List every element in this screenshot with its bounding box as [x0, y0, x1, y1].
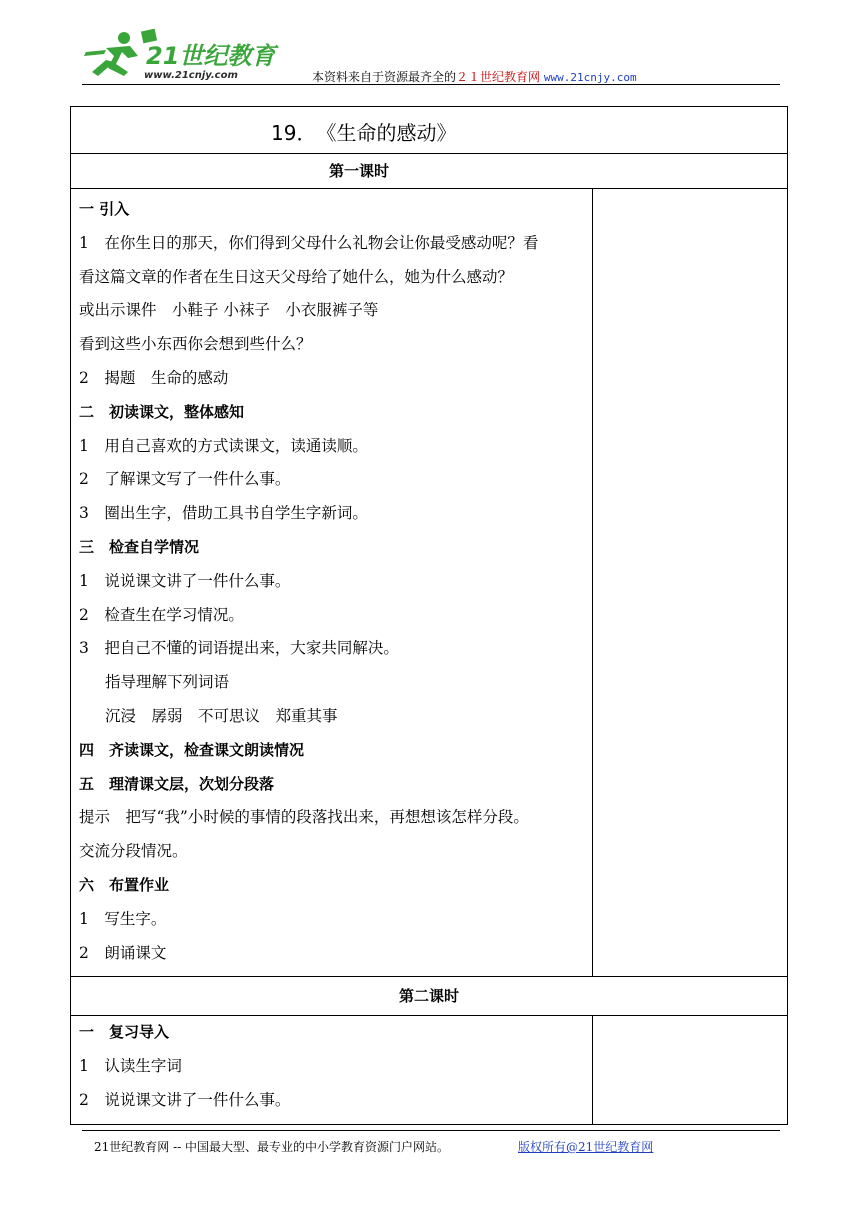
content-line: 2 了解课文写了一件什么事。 — [79, 470, 291, 489]
header-note-prefix: 本资料来自于资源最齐全的 — [312, 70, 457, 84]
vocabulary-line: 沉浸 孱弱 不可思议 郑重其事 — [105, 706, 338, 725]
header-brand: ２１世纪教育网 — [456, 70, 541, 84]
content-line: 1 认读生字词 — [79, 1057, 182, 1076]
session-1-header — [71, 154, 787, 189]
session-2-content-cell — [71, 1016, 593, 1123]
document-title: 19． 《生命的感动》 — [271, 121, 457, 145]
content-line: 2 揭题 生命的感动 — [79, 368, 229, 387]
section-heading: 一 复习导入 — [79, 1023, 170, 1042]
session-1-body — [71, 189, 787, 977]
header-note — [312, 68, 637, 85]
session-1-content-cell — [71, 189, 593, 976]
title-row — [71, 107, 787, 154]
content-line: 2 朗诵课文 — [79, 943, 167, 962]
session-1-notes-cell — [593, 189, 787, 976]
header-divider — [82, 84, 780, 85]
content-line: 指导理解下列词语 — [105, 673, 230, 692]
content-line: 3 把自己不懂的词语提出来，大家共同解决。 — [79, 639, 399, 658]
header-url-link[interactable]: www.21cnjy.com — [543, 71, 637, 84]
site-logo — [84, 26, 284, 82]
section-heading: 五 理清课文层，次划分段落 — [79, 774, 275, 793]
content-line: 看到这些小东西你会想到些什么？ — [79, 335, 312, 354]
content-line: 3 圈出生字，借助工具书自学生字新词。 — [79, 504, 368, 523]
section-heading: 二 初读课文，整体感知 — [79, 402, 245, 421]
section-heading: 四 齐读课文，检查课文朗读情况 — [79, 740, 305, 759]
session-2-body — [71, 1016, 787, 1123]
session-1-label: 第一课时 — [328, 162, 389, 180]
svg-text:www.21cnjy.com: www.21cnjy.com — [144, 70, 238, 81]
content-line: 提示 把写“我”小时候的事情的段落找出来，再想想该怎样分段。 — [79, 808, 529, 827]
session-2-label: 第二课时 — [398, 987, 459, 1006]
content-line: 1 用自己喜欢的方式读课文，读通读顺。 — [79, 436, 368, 455]
content-line: 1 写生字。 — [79, 909, 167, 928]
session-2-notes-cell — [593, 1016, 787, 1123]
footer-description: 21世纪教育网 -- 中国最大型、最专业的中小学教育资源门户网站。 — [94, 1140, 450, 1154]
footer-divider — [82, 1130, 780, 1131]
content-line: 2 说说课文讲了一件什么事。 — [79, 1090, 291, 1109]
content-line: 或出示课件 小鞋子 小袜子 小衣服裤子等 — [79, 301, 379, 320]
lesson-plan-table — [70, 106, 788, 1125]
content-line: 2 检查生在学习情况。 — [79, 605, 244, 624]
content-line: 看这篇文章的作者在生日这天父母给了她什么，她为什么感动？ — [79, 267, 514, 286]
section-heading: 三 检查自学情况 — [79, 537, 200, 556]
section-heading: 一 引入 — [79, 200, 130, 218]
content-line: 1 说说课文讲了一件什么事。 — [79, 571, 291, 590]
session-2-header — [71, 977, 787, 1016]
content-line: 交流分段情况。 — [79, 842, 188, 861]
section-heading: 六 布置作业 — [79, 875, 170, 894]
content-line: 1 在你生日的那天，你们得到父母什么礼物会让你最受感动呢？看 — [79, 233, 539, 252]
footer-copyright-link[interactable]: 版权所有@21世纪教育网 — [518, 1140, 654, 1154]
svg-text:21世纪教育: 21世纪教育 — [146, 42, 276, 70]
